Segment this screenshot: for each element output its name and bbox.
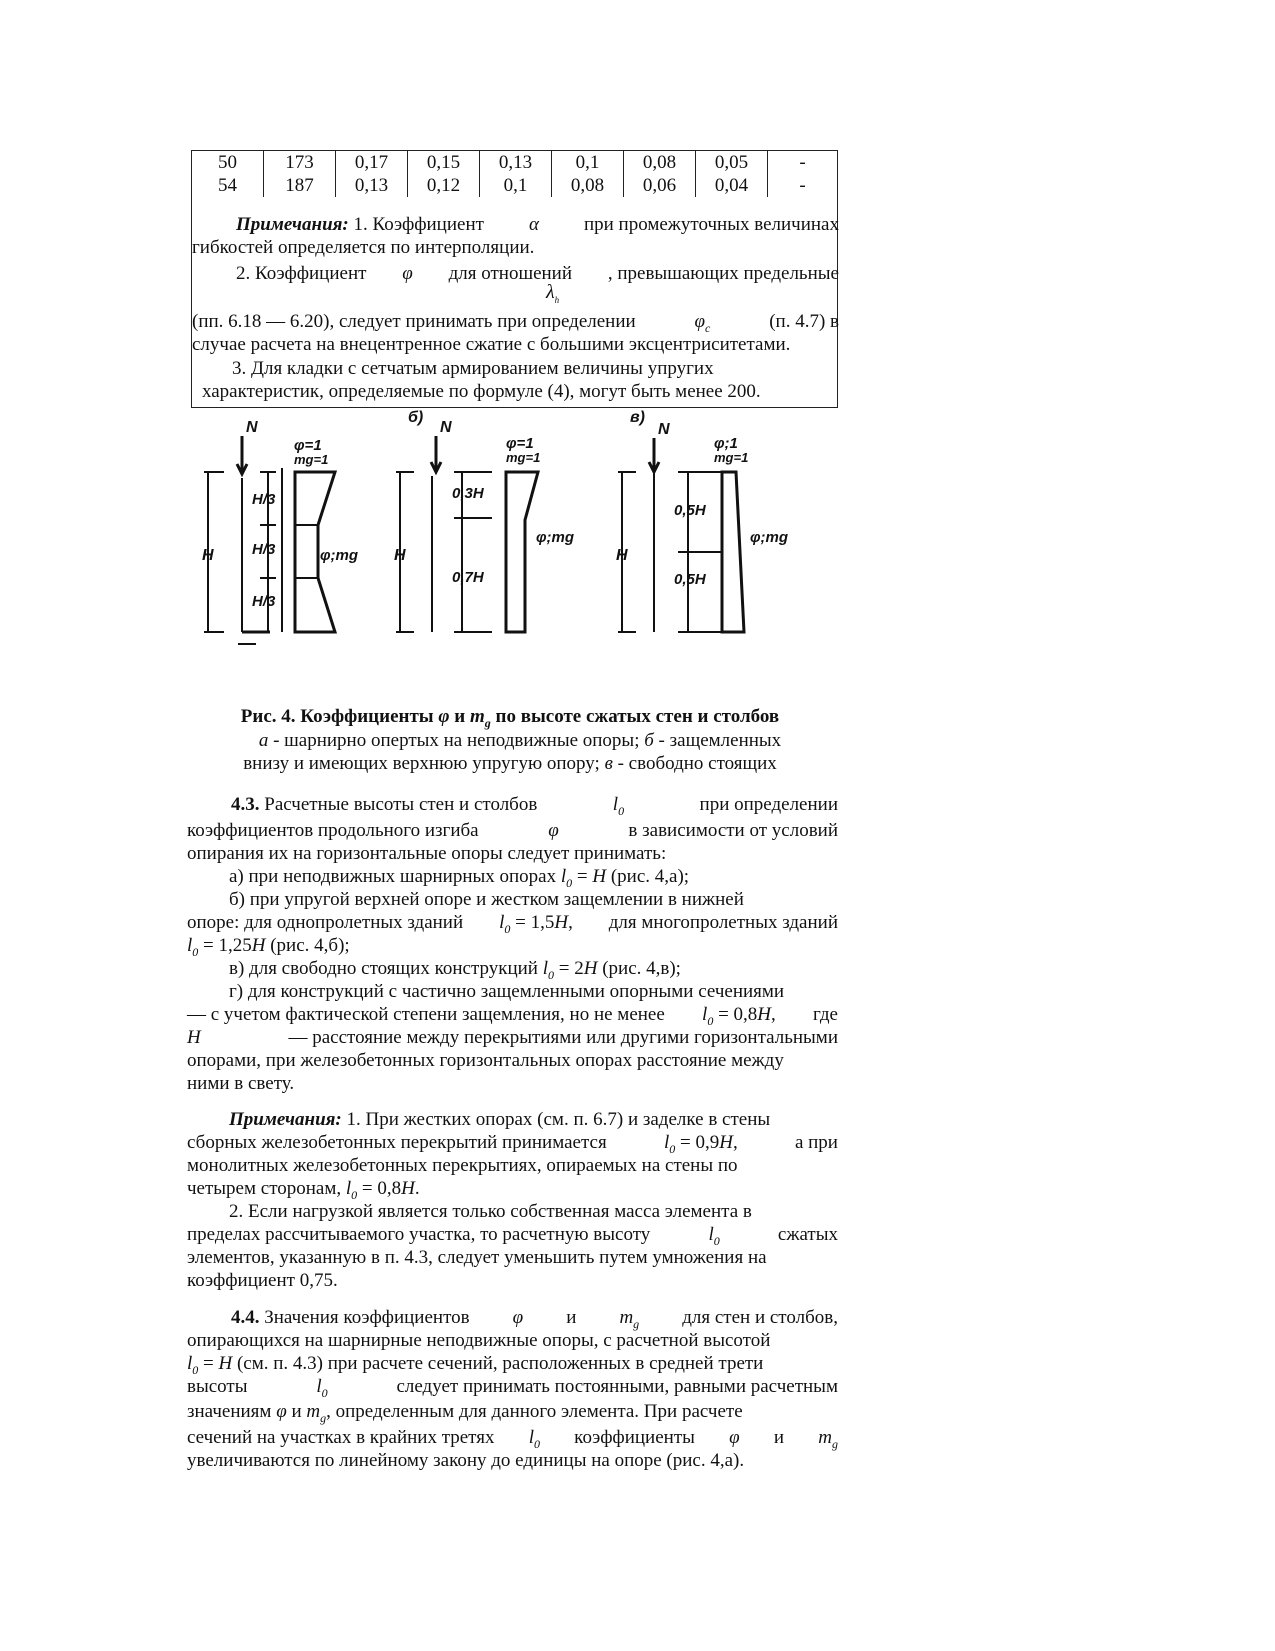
coefficient-label: φ;1 [714,435,738,452]
coefficient-label: mg=1 [714,450,749,465]
table-cell: 0,17 [336,151,408,174]
note-text: (п. 4.7) в [769,311,839,332]
height-fraction-label: 0,5H [674,502,706,519]
table-cell: 0,08 [552,174,624,197]
note-text: 3. Для кладки с сетчатым армированием величины упругих [232,358,714,379]
coefficient-label: mg=1 [506,450,541,465]
table-cell: 0,12 [408,174,480,197]
note-text: при промежуточных величинах [583,214,839,235]
note-text: (пп. 6.18 — 6.20), следует принимать при определении [192,311,636,332]
note-text: , превышающих предельные [607,263,839,284]
table-cell: - [799,152,806,173]
figure-4-diagram [200,409,840,680]
height-fraction-label: 0,5H [674,571,706,588]
notes-title: Примечания: [236,214,349,235]
table-note-2 [192,262,839,285]
coefficient-label: mg=1 [294,452,329,467]
section-4-3-item-d: г) для конструкций с частично защемленными опорными сечениями [229,981,785,1002]
section-4-4-line: 4.4. Значения коэффициентов φ и $m_g$ для стен и столбов, [231,1307,838,1331]
table-cell: 54 [192,174,264,197]
section-4-3-line: 4.3. Расчетные высоты стен и столбов $l_0$ при определении [231,794,838,818]
section-4-3-line: коэффициентов продольного изгиба φ в зависимости от условий [187,820,838,841]
height-label: H [202,547,214,564]
table-cell: 0,06 [624,174,696,197]
figure-caption-title: Рис. 4. Коэффициенты φ и $m_g$ по высоте сжатых стен и столбов [240,706,780,730]
section-4-3-item-d: H — расстояние между перекрытиями или другими горизонтальными [187,1027,838,1048]
table-cell: 0,13 [336,174,408,197]
table-cell: 187 [264,174,336,197]
note-text: случае расчета на внецентренное сжатие с большими эксцентриситетами. [192,334,791,355]
table-cell: - [799,175,806,196]
lambda-h-symbol: $\lambda_h$ [546,281,560,305]
coefficient-label: φ;mg [536,529,575,546]
panel-c [616,409,788,632]
notes-line: элементов, указанную в п. 4.3, следует уменьшить путем умножения на [187,1247,767,1268]
notes-line: коэффициент 0,75. [187,1270,338,1291]
table-cell: 0,15 [408,151,480,174]
height-fraction-label: 0,7H [452,569,484,586]
notes-line: четырем сторонам, $l_0 = 0,8H$. [187,1178,420,1202]
notes-line: монолитных железобетонных перекрытиях, опираемых на стены по [187,1155,738,1176]
coefficient-label: φ;mg [750,529,789,546]
panel-tag: б) [408,409,424,426]
section-4-4-line: значениям φ и $m_g$, определенным для данного элемента. При расчете [187,1401,743,1425]
note-text: для отношений [448,263,573,284]
note-text: 1. Коэффициент [353,214,484,235]
coefficient-label: φ;mg [320,547,359,564]
height-fraction-label: H/3 [252,491,276,508]
section-4-4-line: высоты $l_0$ следует принимать постоянными, равными расчетным [187,1376,838,1400]
section-4-4-line: $l_0 = H$ (см. п. 4.3) при расчете сечений, расположенных в средней трети [187,1353,764,1377]
table-cell: 0,04 [696,174,768,197]
section-4-4-line: увеличиваются по линейному закону до единицы на опоре (рис. 4,а). [187,1450,745,1471]
figure-caption-line: внизу и имеющих верхнюю упругую опору; в - свободно стоящих [243,753,777,774]
table-row [192,174,837,197]
panel-b [394,409,574,632]
table-note-1 [192,213,839,236]
height-label: H [616,547,628,564]
table-cell: 50 [192,151,264,174]
table-cell: 0,08 [624,151,696,174]
table-cell: 0,1 [480,174,552,197]
coefficient-label: φ=1 [294,437,322,454]
section-4-3-item-b: опоре: для однопролетных зданий $l_0 = 1,5H$, для многопролетных зданий [187,912,838,936]
notes-line: Примечания: 1. При жестких опорах (см. п. 6.7) и заделке в стены [229,1109,771,1130]
section-4-3-item-a: а) при неподвижных шарнирных опорах $l_0 = H$ (рис. 4,а); [229,866,690,890]
note-text: 2. Коэффициент [236,263,367,284]
panel-tag: в) [630,409,645,426]
height-fraction-label: H/3 [252,593,276,610]
panel-a [202,419,358,644]
table-cell: 0,13 [480,151,552,174]
figure-caption-line: а - шарнирно опертых на неподвижные опоры; б - защемленных [258,730,782,751]
notes-line: сборных железобетонных перекрытий принимается $l_0 = 0,9H$, а при [187,1132,838,1156]
section-4-3-item-d: опорами, при железобетонных горизонтальных опорах расстояние между [187,1050,784,1071]
note-text: характеристик, определяемые по формуле (4), могут быть менее 200. [202,381,761,402]
phi-c-symbol: $\varphi_c$ [694,311,711,335]
height-fraction-label: H/3 [252,541,276,558]
section-4-3-item-b: $l_0 = 1,25H$ (рис. 4,б); [187,935,350,959]
section-4-3-item-d: — с учетом фактической степени защемления, но не менее $l_0 = 0,8H$, где [187,1004,838,1028]
height-fraction-label: 0,3H [452,485,484,502]
note-text: гибкостей определяется по интерполяции. [192,237,535,258]
force-label: N [246,419,258,436]
section-4-3-item-d: ними в свету. [187,1073,295,1094]
section-4-3-item-c: в) для свободно стоящих конструкций $l_0 = 2H$ (рис. 4,в); [229,958,681,982]
section-4-3-item-b: б) при упругой верхней опоре и жестком защемлении в нижней [229,889,744,910]
section-4-4-line: сечений на участках в крайних третях $l_0$ коэффициенты φ и $m_g$ [187,1427,838,1451]
notes-line: 2. Если нагрузкой является только собственная масса элемента в [229,1201,752,1222]
table-row [192,151,837,174]
section-4-4-line: опирающихся на шарнирные неподвижные опоры, с расчетной высотой [187,1330,771,1351]
table-cell: 0,1 [552,151,624,174]
table-cell: 173 [264,151,336,174]
force-label: N [440,419,452,436]
phi-symbol: φ [402,263,413,284]
notes-line: пределах рассчитываемого участка, то расчетную высоту $l_0$ сжатых [187,1224,838,1248]
force-label: N [658,421,670,438]
alpha-symbol: α [528,214,539,235]
table-cell: 0,05 [696,151,768,174]
height-label: H [394,547,406,564]
section-4-3-line: опирания их на горизонтальные опоры следует принимать: [187,843,667,864]
coefficient-table [191,150,838,408]
coefficient-label: φ=1 [506,435,534,452]
